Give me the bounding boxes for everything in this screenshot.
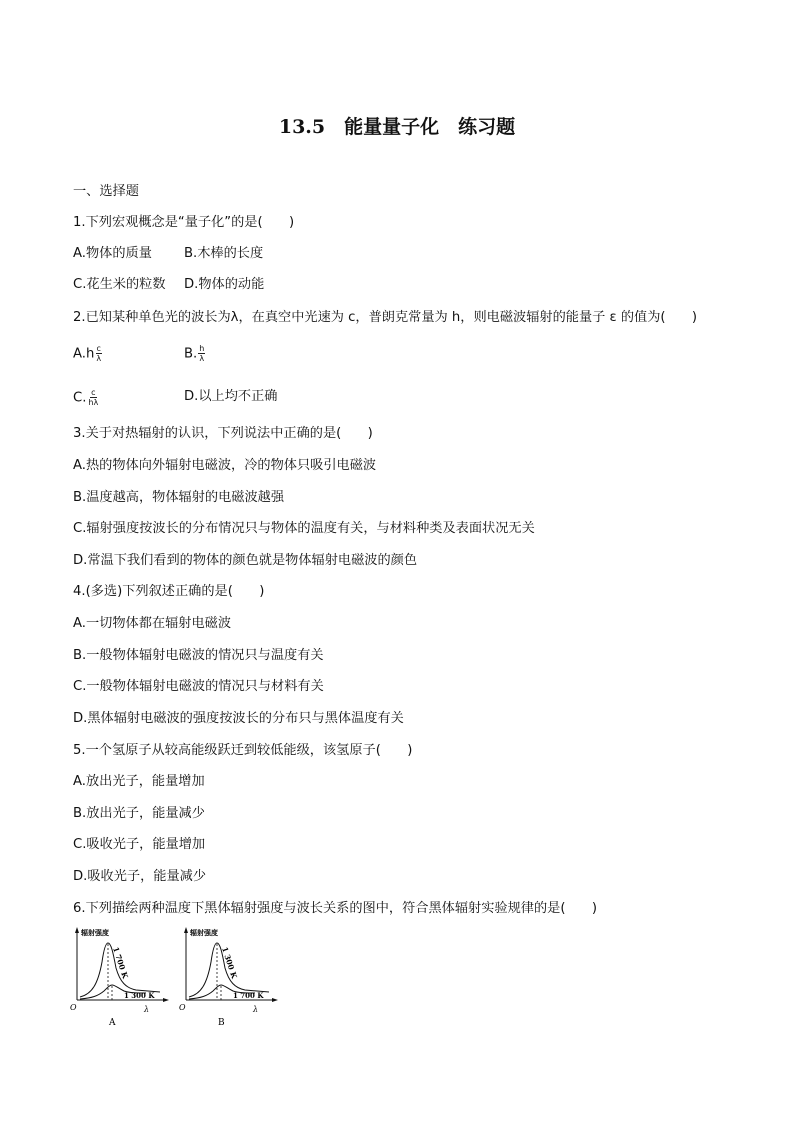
low-curve-temperature-label: 1 700 K xyxy=(233,991,264,1000)
y-axis-label: 辐射强度 xyxy=(81,928,109,937)
q2-option-b-fraction xyxy=(198,344,205,363)
origin-label: O xyxy=(70,1003,77,1012)
q5-option-a: A.放出光子，能量增加 xyxy=(73,774,205,789)
q2-option-c-fraction xyxy=(87,388,99,407)
q3-option-d: D.常温下我们看到的物体的颜色就是物体辐射电磁波的颜色 xyxy=(73,553,418,568)
radiation-graph-a xyxy=(68,924,172,1030)
q2-option-d: D.以上均不正确 xyxy=(184,389,278,404)
page-title: 13.5 能量量子化 练习题 xyxy=(278,116,516,138)
q2-option-a xyxy=(73,344,102,364)
x-axis-arrow xyxy=(272,998,278,1002)
peak-curve-temperature-label: 1 300 K xyxy=(220,945,239,980)
q3-option-b: B.温度越高，物体辐射的电磁波越强 xyxy=(73,490,285,505)
q4-option-a: A.一切物体都在辐射电磁波 xyxy=(73,616,232,631)
q6-figure-a xyxy=(68,924,172,1034)
q5-option-c: C.吸收光子，能量增加 xyxy=(73,837,206,852)
q2-option-a-denominator: λ xyxy=(96,354,102,363)
q1-option-a: A.物体的质量 xyxy=(73,246,152,261)
x-axis-label: λ xyxy=(144,1005,150,1014)
q6-stem: 6.下列描绘两种温度下黑体辐射强度与波长关系的图中，符合黑体辐射实验规律的是( ) xyxy=(73,901,597,916)
x-axis-label: λ xyxy=(253,1005,259,1014)
y-axis-arrow xyxy=(184,927,188,933)
q1-option-b: B.木棒的长度 xyxy=(184,246,264,261)
q2-option-b-denominator: λ xyxy=(199,354,205,363)
q2-option-a-prefix: A.h xyxy=(73,346,95,362)
q2-option-c-prefix: C. xyxy=(73,390,87,406)
q2-stem: 2.已知某种单色光的波长为λ，在真空中光速为 c，普朗克常量为 h，则电磁波辐射的能量子 ε 的值为( ) xyxy=(73,310,698,325)
q5-stem: 5.一个氢原子从较高能级跃迁到较低能级，该氢原子( ) xyxy=(73,743,413,758)
q2-option-b-numerator: h xyxy=(199,344,205,353)
q1-option-d: D.物体的动能 xyxy=(184,277,265,292)
q3-stem: 3.关于对热辐射的认识，下列说法中正确的是( ) xyxy=(73,426,373,441)
q1-stem: 1.下列宏观概念是“量子化”的是( ) xyxy=(73,215,295,230)
figure-label: A xyxy=(109,1018,116,1028)
q3-option-a: A.热的物体向外辐射电磁波，冷的物体只吸引电磁波 xyxy=(73,458,377,473)
q5-option-b: B.放出光子，能量减少 xyxy=(73,806,205,821)
section-heading: 一、选择题 xyxy=(73,184,139,199)
q4-stem: 4.(多选)下列叙述正确的是( ) xyxy=(73,584,265,599)
q2-option-c-denominator: hλ xyxy=(88,398,99,407)
q2-option-c-numerator: c xyxy=(91,388,96,397)
origin-label: O xyxy=(179,1003,186,1012)
peak-curve-temperature-label: 1 700 K xyxy=(111,945,130,980)
low-curve-temperature-label: 1 300 K xyxy=(124,991,155,1000)
q1-option-c: C.花生米的粒数 xyxy=(73,277,166,292)
figure-label: B xyxy=(218,1018,225,1028)
q4-option-d: D.黑体辐射电磁波的强度按波长的分布只与黑体温度有关 xyxy=(73,711,404,726)
q2-option-b xyxy=(184,344,205,364)
radiation-graph-b xyxy=(177,924,281,1030)
q2-option-a-numerator: c xyxy=(96,344,101,353)
q5-option-d: D.吸收光子，能量减少 xyxy=(73,869,207,884)
x-axis-arrow xyxy=(163,998,169,1002)
q4-option-b: B.一般物体辐射电磁波的情况只与温度有关 xyxy=(73,648,324,663)
q2-option-a-fraction xyxy=(95,344,102,363)
q6-figure-b xyxy=(177,924,281,1034)
y-axis-label: 辐射强度 xyxy=(190,928,218,937)
q2-option-c xyxy=(73,388,99,408)
q2-option-b-prefix: B. xyxy=(184,346,198,362)
q3-option-c: C.辐射强度按波长的分布情况只与物体的温度有关，与材料种类及表面状况无关 xyxy=(73,521,535,536)
q4-option-c: C.一般物体辐射电磁波的情况只与材料有关 xyxy=(73,679,324,694)
y-axis-arrow xyxy=(75,927,79,933)
